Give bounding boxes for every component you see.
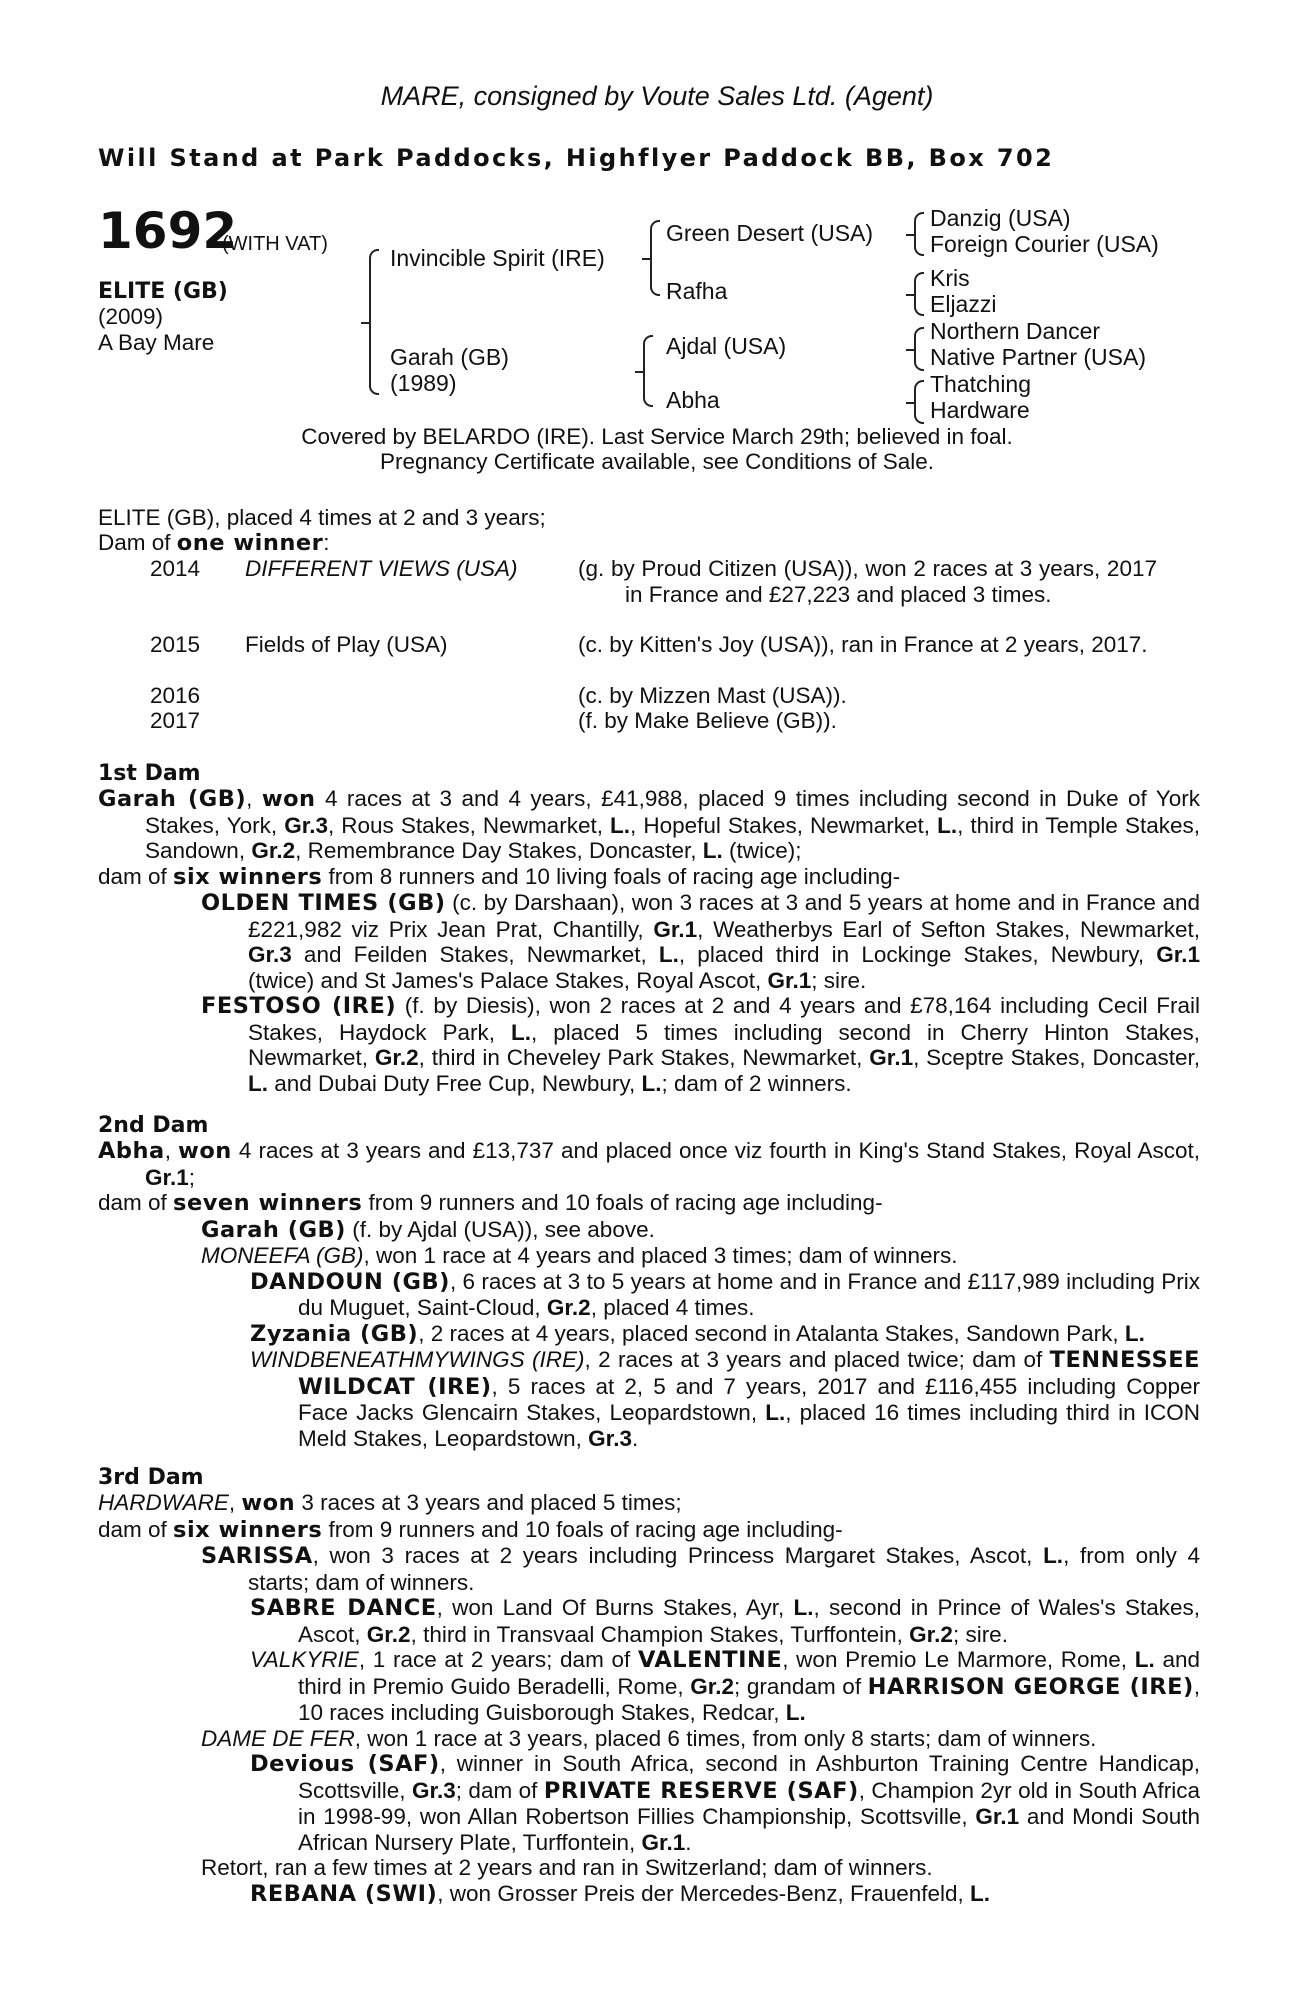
produce-intro: ELITE (GB), placed 4 times at 2 and 3 years; (98, 505, 546, 530)
vat-note: (WITH VAT) (222, 233, 328, 255)
third-dam-heading: 3rd Dam (98, 1465, 204, 1490)
pedigree-brace (914, 380, 924, 424)
pregnancy-note: Pregnancy Certificate available, see Conditions of Sale. (379, 449, 935, 474)
first-dam-produce-summary: dam of six winners from 8 runners and 10 living foals of racing age including- (98, 863, 901, 890)
first-dam-section (98, 786, 1200, 1096)
grand-produce-entry: DANDOUN (GB), 6 races at 3 to 5 years at home and in France and £117,989 including Prix du Muguet, Saint-Cloud, Gr.2, placed 4 times. (250, 1268, 1201, 1320)
pedigree-sire-sire: Green Desert (USA) (666, 220, 874, 246)
third-dam-section (98, 1490, 1200, 1907)
covered-note: Covered by BELARDO (IRE). Last Service March 29th; believed in foal. (301, 424, 1013, 449)
grand-produce-entry: SABRE DANCE, won Land Of Burns Stakes, Ayr, L., second in Prince of Wales's Stakes, Ascot, Gr.2, third in Transvaal Champion Stakes, Turffontein, Gr.2; sire. (250, 1595, 1200, 1647)
second-dam-produce-summary: dam of seven winners from 9 runners and 10 foals of racing age including- (98, 1190, 883, 1216)
produce-entry: DAME DE FER, won 1 race at 3 years, placed 6 times, from only 8 starts; dam of winners. (201, 1725, 1097, 1751)
produce-entry: OLDEN TIMES (GB) (c. by Darshaan), won 3 races at 3 and 5 years at home and in France and £221,982 viz Prix Jean Prat, Chantilly, Gr.1, Weatherbys Earl of Sefton Stakes, Newmarket, Gr.3 and Feilden Stakes, Newmarket, L., placed third in Lockinge Stakes, Newbury, Gr.1 (twice) and St James's Palace Stakes, Royal Ascot, Gr.1; sire. (201, 890, 1200, 993)
pedigree-brace (914, 327, 924, 371)
grand-produce-entry: Devious (SAF), winner in South Africa, second in Ashburton Training Centre Handicap, Scottsville, Gr.3; dam of PRIVATE RESERVE (SAF), Champion 2yr old in South Africa in 1998-99, won Allan Robertson Fillies Championship, Scottsville, Gr.1 and Mondi South African Nursery Plate, Turffontein, Gr.1. (250, 1751, 1200, 1855)
pedigree-g1: Danzig (USA) (930, 205, 1071, 231)
pedigree-dam: Garah (GB) (390, 344, 509, 370)
lot-number: 1692 (98, 202, 238, 260)
third-dam-record: HARDWARE, won 3 races at 3 years and placed 5 times; (98, 1490, 682, 1516)
grand-produce-entry: Zyzania (GB), 2 races at 4 years, placed second in Atalanta Stakes, Sandown Park, L. (250, 1320, 1145, 1347)
pedigree-g2: Foreign Courier (USA) (930, 231, 1159, 257)
first-dam-heading: 1st Dam (98, 761, 201, 786)
pedigree-sire-dam: Rafha (666, 278, 728, 304)
grand-produce-entry: VALKYRIE, 1 race at 2 years; dam of VALENTINE, won Premio Le Marmore, Rome, L. and third in Premio Guido Beradelli, Rome, Gr.2; grandam of HARRISON GEORGE (IRE), 10 races including Guisborough Stakes, Redcar, L. (250, 1647, 1200, 1725)
consignment-title: MARE, consigned by Voute Sales Ltd. (Agent) (380, 81, 934, 111)
horse-year: (2009) (98, 304, 164, 329)
pedigree-g6: Native Partner (USA) (930, 344, 1147, 370)
pedigree-g5: Northern Dancer (930, 318, 1101, 344)
grand-produce-entry: REBANA (SWI), won Grosser Preis der Mercedes-Benz, Frauenfeld, L. (250, 1880, 991, 1907)
stand-location: Will Stand at Park Paddocks, Highflyer Paddock BB, Box 702 (98, 144, 1055, 172)
produce-entry: FESTOSO (IRE) (f. by Diesis), won 2 races at 2 and 4 years and £78,164 including Cecil Frail Stakes, Haydock Park, L., placed 5 times including second in Cherry Hinton Stakes, Newmarket, Gr.2, third in Cheveley Park Stakes, Newmarket, Gr.1, Sceptre Stakes, Doncaster, L. and Dubai Duty Free Cup, Newbury, L.; dam of 2 winners. (201, 993, 1201, 1096)
produce-details: (c. by Mizzen Mast (USA)). (578, 683, 847, 708)
pedigree-dam-sire: Ajdal (USA) (666, 333, 787, 359)
pedigree-g8: Hardware (930, 397, 1030, 423)
produce-name: Fields of Play (USA) (245, 632, 448, 657)
horse-description: A Bay Mare (98, 330, 215, 355)
produce-entry: Garah (GB) (f. by Ajdal (USA)), see above. (201, 1216, 655, 1243)
pedigree-g7: Thatching (930, 371, 1032, 397)
pedigree-brace (643, 335, 653, 407)
pedigree-brace (650, 220, 660, 296)
pedigree-g4: Eljazzi (930, 291, 997, 317)
pedigree-dam-year: (1989) (390, 370, 457, 396)
produce-entry: Retort, ran a few times at 2 years and ran in Switzerland; dam of winners. (201, 1855, 933, 1880)
grand-produce-entry: WINDBENEATHMYWINGS (IRE), 2 races at 3 years and placed twice; dam of TENNESSEE WILDCAT (IRE), 5 races at 2, 5 and 7 years, 2017 and £116,455 including Copper Face Jacks Glencairn Stakes, Leopardstown, L., placed 16 times including third in ICON Meld Stakes, Leopardstown, Gr.3. (250, 1347, 1201, 1451)
produce-year: 2014 (150, 556, 201, 581)
second-dam-section (98, 1138, 1200, 1451)
pedigree-sire: Invincible Spirit (IRE) (390, 245, 605, 271)
produce-year: 2017 (150, 708, 201, 733)
pedigree-brace (914, 212, 924, 256)
produce-details: (c. by Kitten's Joy (USA)), ran in France at 2 years, 2017. (578, 632, 1148, 657)
produce-year: 2016 (150, 683, 201, 708)
produce-row (150, 632, 1148, 683)
produce-dam-of: Dam of one winner: (98, 530, 330, 556)
produce-year: 2015 (150, 632, 201, 657)
pedigree-g3: Kris (930, 265, 970, 291)
third-dam-produce-summary: dam of six winners from 9 runners and 10 foals of racing age including- (98, 1516, 843, 1543)
produce-row (150, 556, 1157, 607)
first-dam-record: Garah (GB), won 4 races at 3 and 4 years, £41,988, placed 9 times including second in Duke of York Stakes, York, Gr.3, Rous Stakes, Newmarket, L., Hopeful Stakes, Newmarket, L., third in Temple Stakes, Sandown, Gr.2, Remembrance Day Stakes, Doncaster, L. (twice); (98, 786, 1200, 863)
produce-details: (f. by Make Believe (GB)). (578, 708, 837, 733)
produce-entry: MONEEFA (GB), won 1 race at 4 years and placed 3 times; dam of winners. (201, 1243, 958, 1268)
produce-name: DIFFERENT VIEWS (USA) (245, 556, 518, 581)
produce-entry: SARISSA, won 3 races at 2 years including Princess Margaret Stakes, Ascot, L., from only 4 starts; dam of winners. (201, 1543, 1201, 1595)
second-dam-record: Abha, won 4 races at 3 years and £13,737 and placed once viz fourth in King's Stand Stakes, Royal Ascot, Gr.1; (98, 1138, 1200, 1190)
pedigree-brace (369, 249, 379, 395)
pedigree-dam-dam: Abha (666, 387, 720, 413)
pedigree-brace (914, 272, 924, 316)
second-dam-heading: 2nd Dam (98, 1113, 209, 1138)
produce-details: (g. by Proud Citizen (USA)), won 2 races at 3 years, 2017 in France and £27,223 and placed 3 times. (578, 556, 1157, 607)
horse-name: ELITE (GB) (98, 279, 228, 304)
